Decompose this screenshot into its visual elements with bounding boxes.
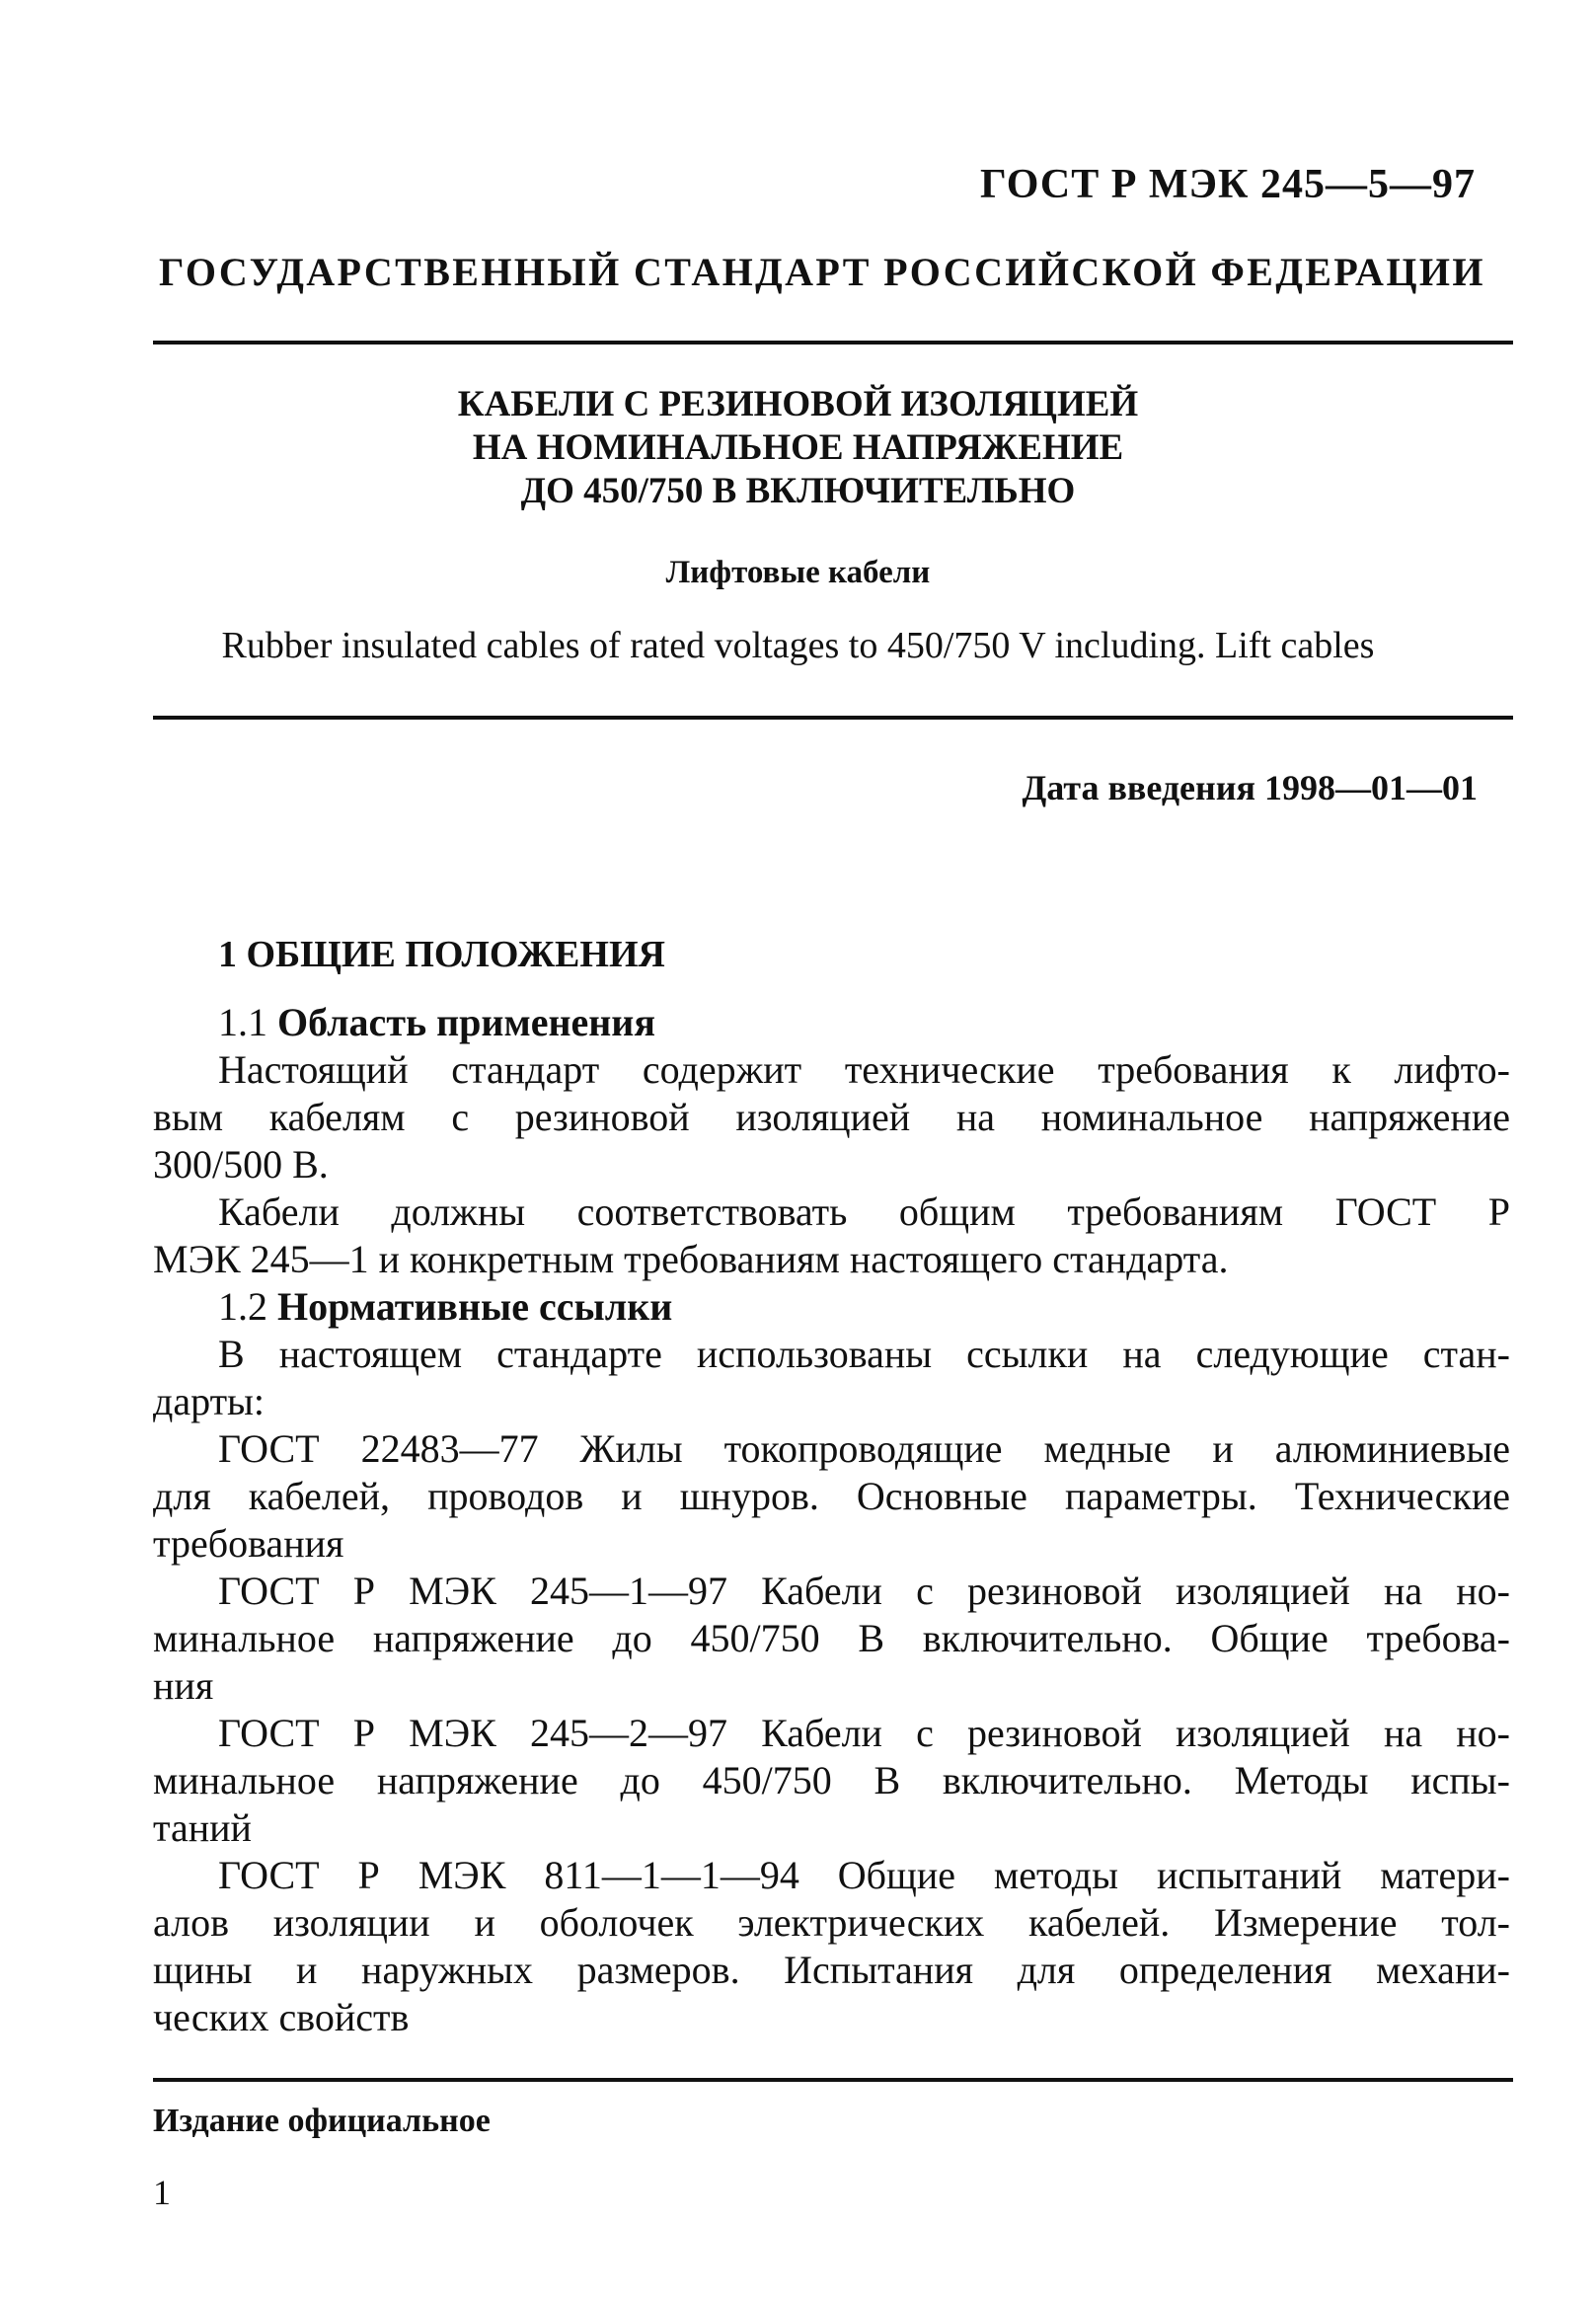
section-heading: 1 ОБЩИЕ ПОЛОЖЕНИЯ (218, 934, 665, 975)
reference-line: минальное напряжение до 450/750 В включительно. Общие требова- (153, 1616, 1510, 1660)
organization-heading: ГОСУДАРСТВЕННЫЙ СТАНДАРТ РОССИЙСКОЙ ФЕДЕРАЦИИ (159, 250, 1485, 294)
reference-line: ГОСТ 22483—77 Жилы токопроводящие медные и алюминиевые (218, 1426, 1510, 1471)
reference-line: ческих свойств (153, 1995, 410, 2039)
paragraph-line: 300/500 В. (153, 1142, 329, 1187)
paragraph-line: вым кабелям с резиновой изоляцией на номинальное напряжение (153, 1095, 1510, 1139)
reference-line: ГОСТ Р МЭК 245—2—97 Кабели с резиновой изоляцией на но- (218, 1711, 1510, 1755)
title-line-2: НА НОМИНАЛЬНОЕ НАПРЯЖЕНИЕ (472, 427, 1124, 468)
paragraph-line: МЭК 245—1 и конкретным требованиям настоящего стандарта. (153, 1237, 1229, 1281)
title-rule (153, 716, 1513, 720)
edition-label: Издание официальное (153, 2103, 491, 2139)
paragraph-line: В настоящем стандарте использованы ссылки на следующие стан- (218, 1332, 1510, 1376)
reference-line: таний (153, 1805, 252, 1850)
subsection-1-2-heading: 1.2 Нормативные ссылки (218, 1284, 673, 1329)
page-number: 1 (153, 2173, 171, 2212)
title-line-1: КАБЕЛИ С РЕЗИНОВОЙ ИЗОЛЯЦИЕЙ (457, 384, 1139, 424)
introduction-date: Дата введения 1998—01—01 (1022, 768, 1478, 807)
header-rule (153, 341, 1513, 345)
paragraph-line: Настоящий стандарт содержит технические требования к лифто- (218, 1047, 1510, 1092)
standard-designation: ГОСТ Р МЭК 245—5—97 (980, 162, 1476, 207)
subsection-1-1-heading: 1.1 Область применения (218, 1000, 655, 1044)
reference-line: ния (153, 1663, 214, 1708)
body-text (153, 999, 1510, 2041)
reference-line: ГОСТ Р МЭК 245—1—97 Кабели с резиновой изоляцией на но- (218, 1569, 1510, 1613)
reference-line: щины и наружных размеров. Испытания для определения механи- (153, 1948, 1510, 1992)
reference-line: минальное напряжение до 450/750 В включительно. Методы испы- (153, 1758, 1510, 1802)
title-line-3: ДО 450/750 В ВКЛЮЧИТЕЛЬНО (520, 471, 1076, 511)
footer-rule (153, 2078, 1513, 2082)
english-title: Rubber insulated cables of rated voltages to 450/750 V including. Lift cables (221, 625, 1375, 666)
paragraph-line: Кабели должны соответствовать общим требованиям ГОСТ Р (218, 1189, 1510, 1234)
subtitle: Лифтовые кабели (665, 555, 931, 590)
reference-line: ГОСТ Р МЭК 811—1—1—94 Общие методы испытаний матери- (218, 1853, 1510, 1897)
reference-line: требования (153, 1521, 344, 1566)
reference-line: для кабелей, проводов и шнуров. Основные параметры. Технические (153, 1474, 1510, 1518)
reference-line: алов изоляции и оболочек электрических кабелей. Измерение тол- (153, 1900, 1510, 1945)
paragraph-line: дарты: (153, 1379, 266, 1423)
